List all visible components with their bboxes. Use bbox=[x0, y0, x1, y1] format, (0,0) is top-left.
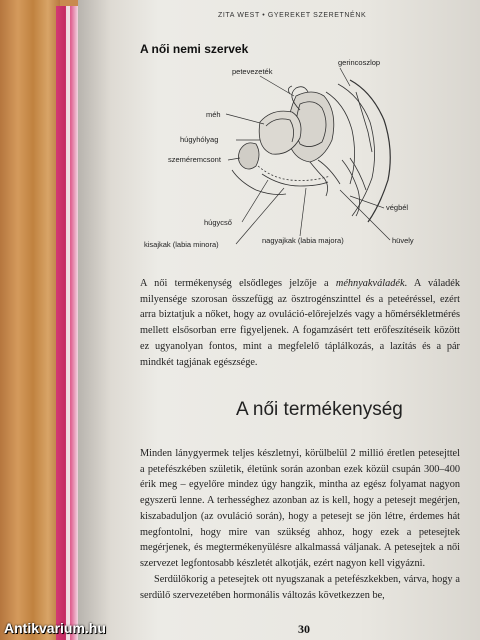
intro-emphasis: méhnyakváladék bbox=[335, 278, 405, 289]
label-kisajkak: kisajkak (labia minora) bbox=[144, 240, 219, 249]
label-szemeremcsont: szeméremcsont bbox=[168, 155, 221, 164]
page-number: 30 bbox=[298, 622, 310, 636]
label-nagyajkak: nagyajkak (labia majora) bbox=[262, 236, 344, 245]
watermark: Antikvarium.hu bbox=[4, 620, 106, 636]
label-hugyholyag: húgyhólyag bbox=[180, 135, 219, 144]
label-gerincoszlop: gerincoszlop bbox=[338, 58, 381, 67]
label-meh: méh bbox=[206, 110, 221, 119]
intro-text-start: A női termékenység elsődleges jelzője a bbox=[140, 278, 336, 289]
label-hugycso: húgycső bbox=[204, 218, 232, 227]
body-paragraph-1: Minden lánygyermek teljes készletnyi, körülbelül 2 millió éretlen petesejttel a petefészkében születik, életünk során azonban ezek közül csupán 300–400 érik meg – egyelőre mindez úgy hangzik, mintha az egész folyamat nagyon egyszerű lenne. A terhességhez azonban az is kell, hogy a petesejt megérjen, kiszabaduljon (az ovuláció során), hogy a petesejt se jön létre, érdemes hát megfontolni, hogy mire van szükség ahhoz, hogy ezek a petesejtek megérjenek, és megtermékenyülésre alkalmassá váljanak. A petesejtek a női szervezet legfontosabb készletét alkotják, ezért nagyon kell vigyázni. bbox=[140, 448, 460, 569]
label-petevezetek: petevezeték bbox=[232, 67, 273, 76]
body-paragraph-2: Serdülőkorig a petesejtek ott nyugszanak a petefészkekben, várva, hogy a serdülő szervezetében hormonális változás következzen be, bbox=[140, 574, 460, 601]
running-header: ZITA WEST • GYEREKET SZERETNÉNK bbox=[218, 12, 367, 19]
label-huvely: hüvely bbox=[392, 236, 414, 245]
intro-paragraph bbox=[140, 276, 460, 370]
intro-text-end: . A váladék milyensége szorosan összefügg az ösztrogénszinttel és a peteéréssel, ezért arra biztatjuk a nőket, hogy az ovuláció-előrejelzés vagy a hőmérsékletmérés mellett elsősorban erre figyeljenek. A fogamzásért tett erőfeszítéseik között ez ugyanolyan fontos, mint a megfelelő táplálkozás, a lazítás és a pár mindkét tagjának egészsége. bbox=[140, 278, 460, 368]
label-vegbel: végbél bbox=[386, 203, 409, 212]
section-title: A női nemi szervek bbox=[140, 42, 249, 56]
chapter-heading: A női termékenység bbox=[236, 399, 403, 420]
